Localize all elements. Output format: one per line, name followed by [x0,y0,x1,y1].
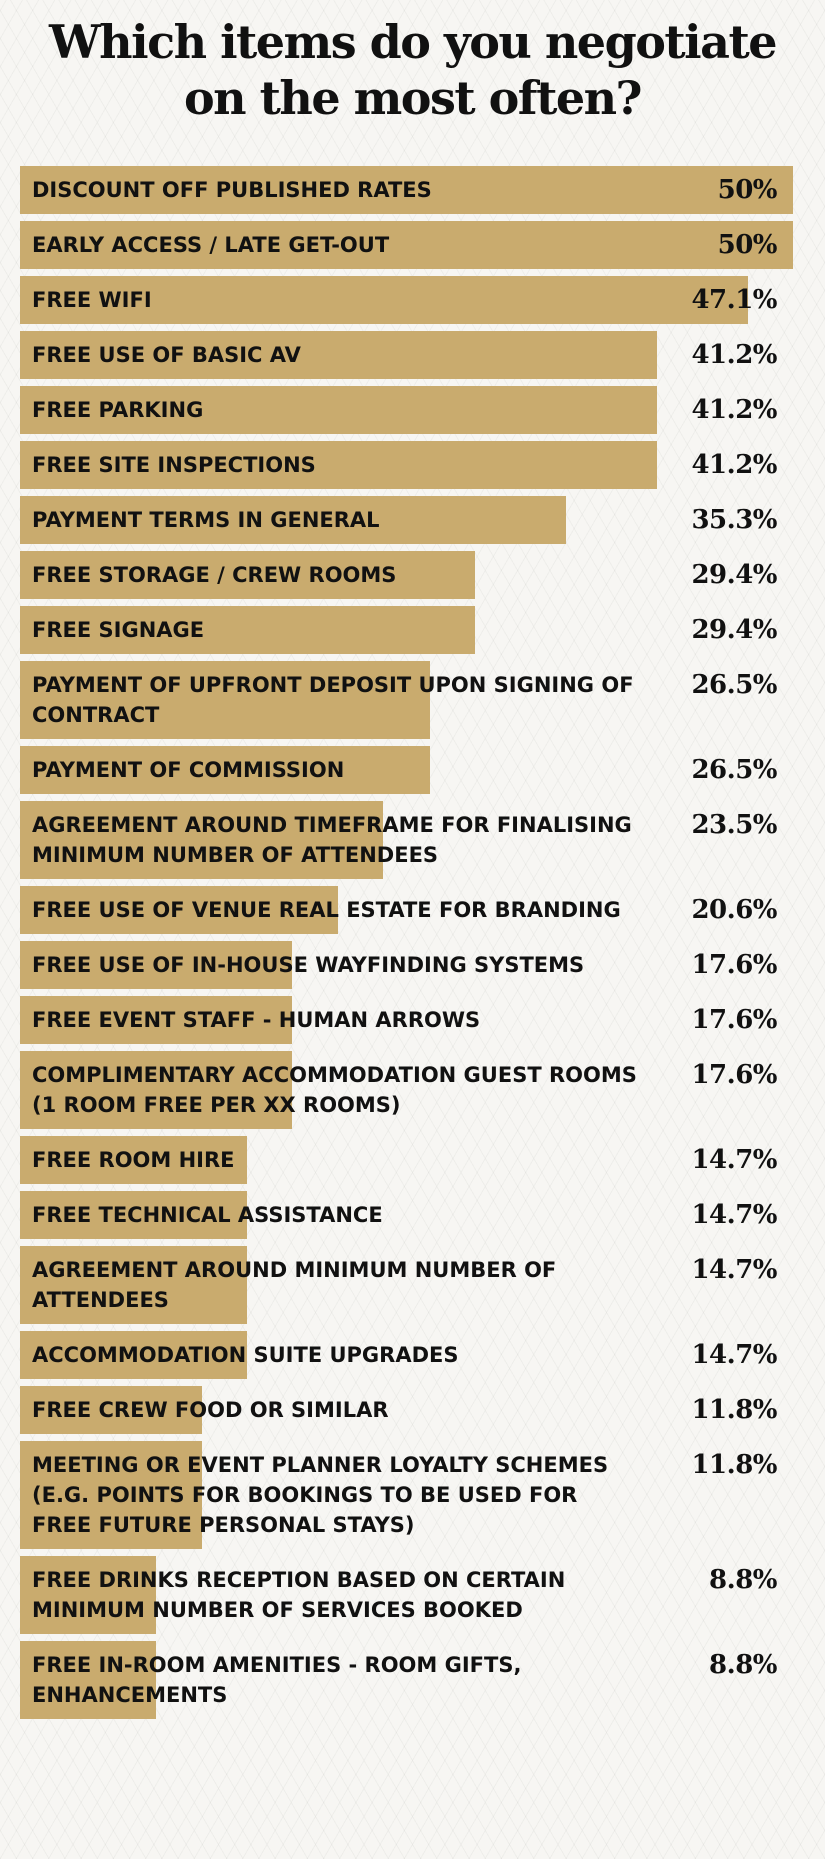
bar-label: FREE USE OF BASIC AV [32,343,301,367]
bar-row [0,1641,825,1719]
bar-label: AGREEMENT AROUND TIMEFRAME FOR FINALISING MINIMUM NUMBER OF ATTENDEES [32,813,632,867]
value-label: 14.7% [691,1340,777,1370]
value-label: 11.8% [691,1395,777,1425]
bar-row [0,1191,825,1239]
bar-row [0,331,825,379]
bar-label: COMPLIMENTARY ACCOMMODATION GUEST ROOMS (1 ROOM FREE PER XX ROOMS) [32,1063,637,1117]
bar-label: FREE PARKING [32,398,204,422]
bar-row [0,801,825,879]
value-label: 17.6% [691,1005,777,1035]
value-label: 29.4% [691,560,777,590]
value-label: 14.7% [691,1145,777,1175]
value-label: 11.8% [691,1450,777,1480]
value-label: 41.2% [691,340,777,370]
bar-label: FREE USE OF IN-HOUSE WAYFINDING SYSTEMS [32,953,585,977]
bar-label: FREE CREW FOOD OR SIMILAR [32,1398,389,1422]
value-label: 8.8% [709,1650,777,1680]
bar-row [0,551,825,599]
bar-row [0,1556,825,1634]
bar-label: FREE DRINKS RECEPTION BASED ON CERTAIN MINIMUM NUMBER OF SERVICES BOOKED [32,1568,566,1622]
value-label: 8.8% [709,1565,777,1595]
value-label: 41.2% [691,395,777,425]
bar-label: PAYMENT OF UPFRONT DEPOSIT UPON SIGNING OF CONTRACT [32,673,634,727]
value-label: 23.5% [691,810,777,840]
bar-row [0,606,825,654]
bar-label: FREE IN-ROOM AMENITIES - ROOM GIFTS, ENHANCEMENTS [32,1653,522,1707]
bar-label: AGREEMENT AROUND MINIMUM NUMBER OF ATTENDEES [32,1258,557,1312]
value-label: 26.5% [691,670,777,700]
bar-label: PAYMENT TERMS IN GENERAL [32,508,380,532]
bar-label: FREE WIFI [32,288,152,312]
bar-label: FREE EVENT STAFF - HUMAN ARROWS [32,1008,481,1032]
bar-row [0,886,825,934]
bar-label: FREE ROOM HIRE [32,1148,235,1172]
bar-row [0,276,825,324]
value-label: 47.1% [691,285,777,315]
bar-label: FREE USE OF VENUE REAL ESTATE FOR BRANDING [32,898,621,922]
value-label: 17.6% [691,950,777,980]
value-label: 17.6% [691,1060,777,1090]
bar-label: FREE STORAGE / CREW ROOMS [32,563,397,587]
value-label: 20.6% [691,895,777,925]
bar-row [0,1246,825,1324]
bar-label: MEETING OR EVENT PLANNER LOYALTY SCHEMES (E.G. POINTS FOR BOOKINGS TO BE USED FOR FREE FUTURE PERSONAL STAYS) [32,1453,609,1537]
value-label: 29.4% [691,615,777,645]
bar-row [0,1331,825,1379]
bar-label: EARLY ACCESS / LATE GET-OUT [32,233,390,257]
value-label: 14.7% [691,1255,777,1285]
bar-row [0,1136,825,1184]
value-label: 26.5% [691,755,777,785]
bar-row [0,661,825,739]
value-label: 35.3% [691,505,777,535]
chart-title: Which items do you negotiate on the most often? [49,15,776,125]
bar-label: FREE SIGNAGE [32,618,205,642]
bar-label: PAYMENT OF COMMISSION [32,758,345,782]
value-label: 50% [717,230,777,260]
bar-row [0,746,825,794]
bar-row [0,166,825,214]
value-label: 50% [717,175,777,205]
bar-row [0,941,825,989]
value-label: 14.7% [691,1200,777,1230]
bar-row [0,996,825,1044]
bar-label: FREE SITE INSPECTIONS [32,453,316,477]
bar-row [0,1386,825,1434]
bar-label: DISCOUNT OFF PUBLISHED RATES [32,178,432,202]
bar-row [0,386,825,434]
bar-label: FREE TECHNICAL ASSISTANCE [32,1203,383,1227]
bar-row [0,221,825,269]
bar-label: ACCOMMODATION SUITE UPGRADES [32,1343,459,1367]
value-label: 41.2% [691,450,777,480]
bar-row [0,1051,825,1129]
bar-row [0,496,825,544]
bar-row [0,1441,825,1549]
bar-row [0,441,825,489]
